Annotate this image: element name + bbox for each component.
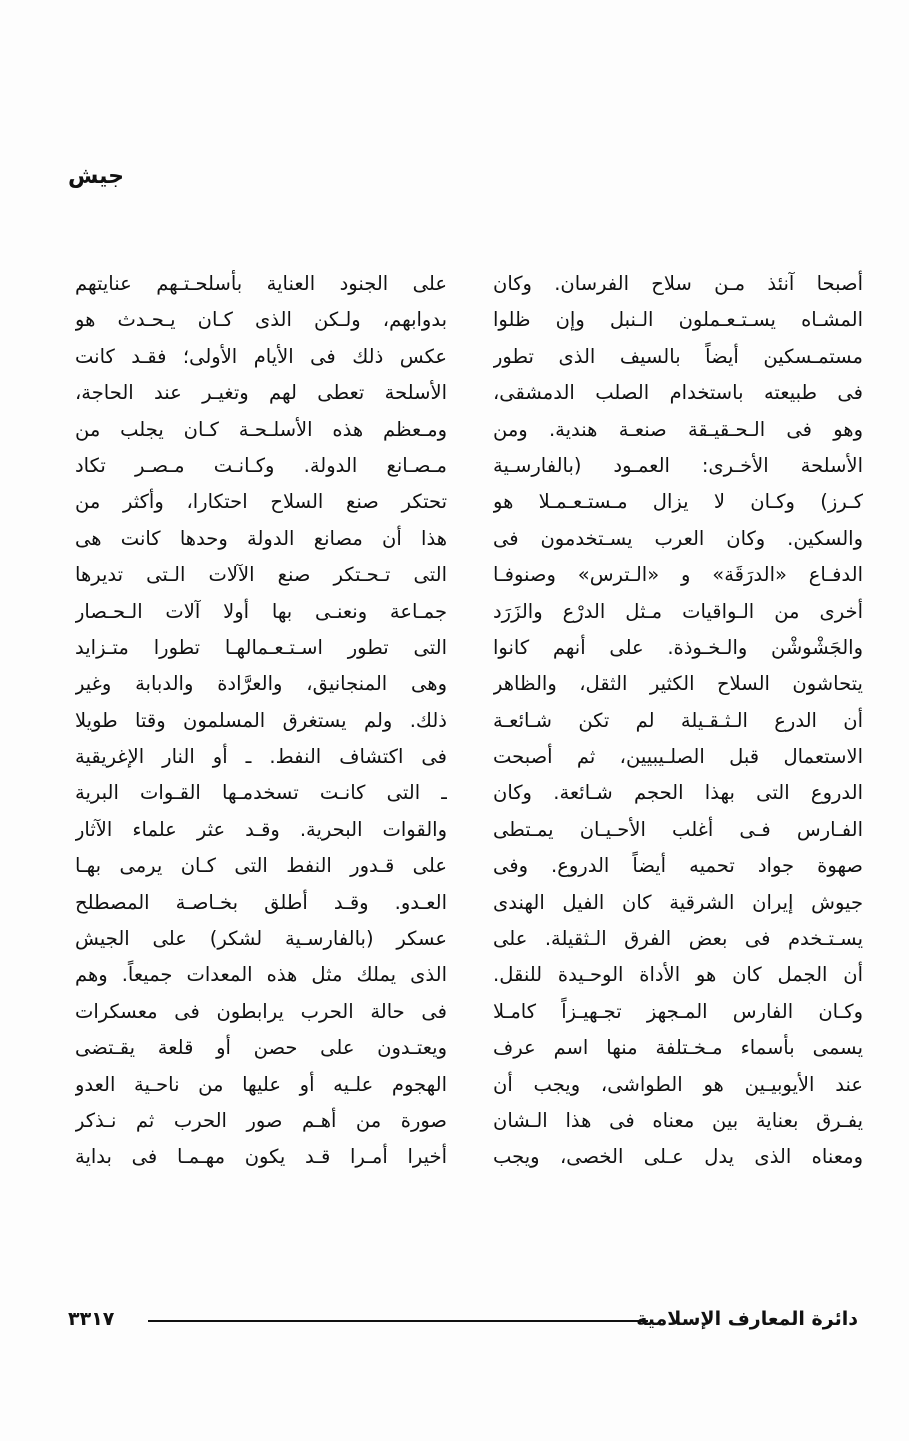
text-line: يتحاشون السلاح الكثير الثقل، والظاهر bbox=[493, 672, 863, 696]
text-line: جمـاعة ونعنـى بها أولا آلات الـحـصار bbox=[75, 599, 447, 623]
text-column-right bbox=[493, 266, 863, 1176]
text-line: الأسلحة تعطى لهم وتغيـر عند الحاجة، bbox=[75, 381, 447, 405]
footer-rule-divider bbox=[148, 1320, 648, 1322]
text-line: الفـارس فـى أغلب الأحـيـان يمـتطى bbox=[493, 817, 863, 841]
text-line: الدروع التى بهذا الحجم شـائعة. وكان bbox=[493, 781, 863, 805]
text-line: تحتكر صنع السلاح احتكارا، وأكثر من bbox=[75, 490, 447, 514]
text-line: أن الجمل كان هو الأداة الوحـيدة للنقل. bbox=[493, 963, 863, 987]
text-line: ذلك. ولم يستغرق المسلمون وقتا طويلا bbox=[75, 708, 447, 732]
text-line: أخيرا أمـرا قـد يكون مهـمـا فى بداية bbox=[75, 1145, 447, 1169]
text-line: المشـاه يسـتـعـملون الـنبل وإن ظلوا bbox=[493, 308, 863, 332]
text-line: أخرى من الـواقيات مـثل الدرْع والزَرَد bbox=[493, 599, 863, 623]
text-line: يسـتـخدم فى بعض الفرق الـثقيلة. على bbox=[493, 927, 863, 951]
text-line: ويعتـدون على حصن أو قلعة يقـتضى bbox=[75, 1036, 447, 1060]
text-line: أن الدرع الـثـقـيلة لم تكن شـائعـة bbox=[493, 708, 863, 732]
text-line: الدفـاع «الدرَقَة» و «الـترس» وصنوفـا bbox=[493, 563, 863, 587]
text-line: العـدو. وقـد أطلق بخـاصـة المصطلح bbox=[75, 890, 447, 914]
text-line: الهجوم علـيه أو عليها من ناحـية العدو bbox=[75, 1072, 447, 1096]
text-line: والقوات البحرية. وقـد عثر علماء الآثار bbox=[75, 817, 447, 841]
text-line: صهوة جواد تحميه أيضاً الدروع. وفى bbox=[493, 854, 863, 878]
text-line: عكس ذلك فى الأيام الأولى؛ فقـد كانت bbox=[75, 344, 447, 368]
text-line: ومـعظم هذه الأسلـحـة كـان يجلب من bbox=[75, 417, 447, 441]
text-line: الذى يملك مثل هذه المعدات جميعاً. وهم bbox=[75, 963, 447, 987]
text-column-left bbox=[75, 266, 447, 1176]
text-line: عند الأيوبيـين هو الطواشى، ويجب أن bbox=[493, 1072, 863, 1096]
text-line: صورة من أهـم صور الحرب ثم نـذكر bbox=[75, 1108, 447, 1132]
text-line: بدوابهم، ولـكن الذى كـان يـحـدث هو bbox=[75, 308, 447, 332]
text-line: هذا أن مصانع الدولة وحدها كانت هى bbox=[75, 526, 447, 550]
text-line: جيوش إيران الشرقية كان الفيل الهندى bbox=[493, 890, 863, 914]
text-line: على الجنود العناية بأسلحـتـهم عنايتهم bbox=[75, 272, 447, 295]
text-line: مستمـسكين أيضاً بالسيف الذى تطور bbox=[493, 344, 863, 368]
running-head-title: جيش bbox=[68, 164, 124, 189]
page-footer bbox=[68, 1304, 858, 1336]
text-line: عسكر (بالفارسـية لشكر) على الجيش bbox=[75, 927, 447, 951]
footer-page-number: ٣٣١٧ bbox=[68, 1308, 115, 1330]
text-line: التى تـحـتكر صنع الآلات الـتى تديرها bbox=[75, 563, 447, 587]
text-line: يفـرق بعناية بين معناه فى هذا الـشان bbox=[493, 1108, 863, 1132]
text-line: على قـدور النفط التى كـان يرمى بهـا bbox=[75, 854, 447, 878]
text-line: ومعناه الذى يدل عـلى الخصى، ويجب bbox=[493, 1145, 863, 1169]
text-line: والجَشْوشْن والـخـوذة. على أنهم كانوا bbox=[493, 635, 863, 659]
text-line: وكـان الفارس المـجهز تجـهيـزاً كامـلا bbox=[493, 999, 863, 1023]
text-line: فى حالة الحرب يرابطون فى معسكرات bbox=[75, 999, 447, 1023]
text-line: والسكين. وكان العرب يسـتخدمون فى bbox=[493, 526, 863, 550]
text-line: كـرز) وكـان لا يزال مـستـعـمـلا هو bbox=[493, 490, 863, 514]
text-line: الاستعمال قبل الصلـيبيين، ثم أصبحت bbox=[493, 745, 863, 769]
text-line: وهو فى الـحـقيـقة صنعـة هندية. ومن bbox=[493, 417, 863, 441]
text-line: يسمى بأسماء مـخـتلفة منها اسم عرف bbox=[493, 1036, 863, 1060]
text-line: فى اكتشاف النفط. ـ أو النار الإغريقية bbox=[75, 745, 447, 769]
text-line: أصبحا آنئذ مـن سلاح الفرسان. وكان bbox=[493, 272, 863, 295]
text-line: وهى المنجانيق، والعرَّادة والدبابة وغير bbox=[75, 672, 447, 696]
text-line: ـ التى كانـت تسخدمـها القـوات البرية bbox=[75, 781, 447, 805]
text-line: فى طبيعته باستخدام الصلب الدمشقى، bbox=[493, 381, 863, 405]
text-line: التى تطور اسـتـعـمالهـا تطورا متـزايد bbox=[75, 635, 447, 659]
text-line: الأسلحة الأخـرى: العمـود (بالفارسـية bbox=[493, 453, 863, 477]
footer-source-title: دائرة المعارف الإسلامية bbox=[636, 1308, 858, 1330]
text-line: مـصـانع الدولة. وكـانـت مـصـر تكاد bbox=[75, 453, 447, 477]
